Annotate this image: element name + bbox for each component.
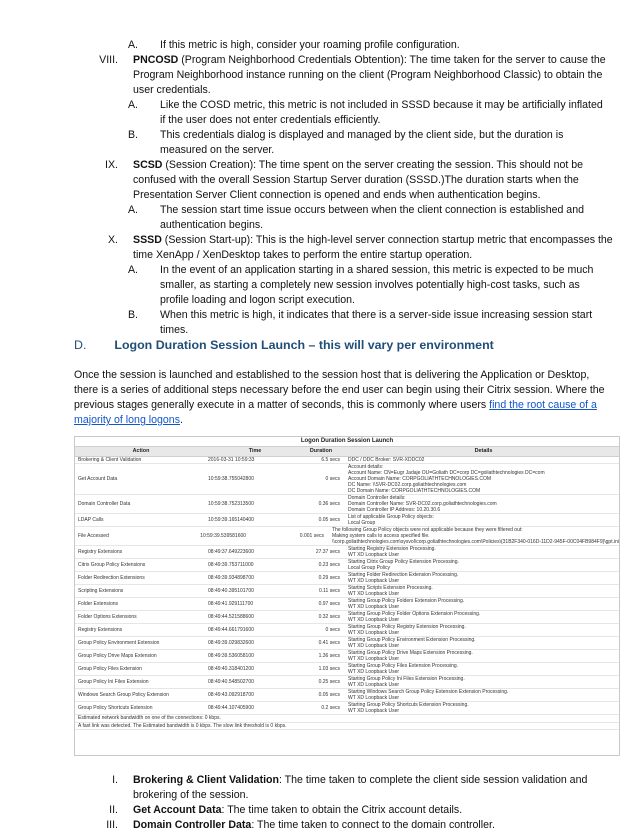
list-number: II. xyxy=(109,804,118,816)
detail-line: \\corp.goliathtechnologies.com\sysvol\corp.goliathtechnologies.com\Policies\{31B2F340-016D-11D2-945F-00C04FB984F9}\gpt.ini xyxy=(331,539,619,545)
cell-duration: 6.5 secs xyxy=(321,457,340,463)
header-duration: Duration xyxy=(309,448,333,454)
list-text: measured on the server. xyxy=(160,144,275,156)
cell-details xyxy=(342,689,619,701)
list-text: user credentials. xyxy=(133,84,211,96)
detail-line: WT XD Loopback User xyxy=(348,630,400,636)
list-text: The session start time issue occurs between when the client connection is established and xyxy=(160,204,584,216)
header-details: Details xyxy=(474,448,493,454)
cell-details xyxy=(342,464,619,494)
table-row xyxy=(75,637,619,650)
cell-action: Group Policy Shortcuts Extension xyxy=(78,705,153,711)
cell-action: Group Policy Ini Files Extension xyxy=(78,679,149,685)
list-number: VIII. xyxy=(99,54,118,66)
section-heading: D. Logon Duration Session Launch – this will vary per environment xyxy=(74,338,494,352)
cell-action: File Accessed xyxy=(78,533,109,539)
cell-duration: 0.36 secs xyxy=(318,501,340,507)
list-letter: A. xyxy=(127,204,138,216)
table-header xyxy=(75,447,619,457)
cell-action: Folder Options Extensions xyxy=(78,614,137,620)
detail-line: Starting Scripts Extension Processing. xyxy=(348,585,433,591)
cell-action: Registry Extensions xyxy=(78,549,123,555)
cell-details xyxy=(342,637,619,649)
cell-action: Registry Extensions xyxy=(78,627,123,633)
cell-duration: 0.05 secs xyxy=(318,517,340,523)
list-text: If this metric is high, consider your roaming profile configuration. xyxy=(160,39,460,51)
paragraph-line: Once the session is launched and established to the session host that is delivering the Application or Desktop, xyxy=(74,369,590,381)
detail-line: WT XD Loopback User xyxy=(348,591,400,597)
cell-time: 10:59:38.755042800 xyxy=(208,476,254,482)
table-row xyxy=(75,611,619,624)
cell-action: Get Account Data xyxy=(78,476,118,482)
cell-details xyxy=(342,650,619,662)
table-row xyxy=(75,702,619,715)
root-cause-link-continued[interactable]: majority of long logons xyxy=(74,414,180,426)
list-number: I. xyxy=(112,774,118,786)
cell-duration: 0.001 secs xyxy=(299,533,324,539)
detail-line: Starting Group Policy Registry Extension Processing. xyxy=(348,624,466,630)
detail-line: Starting Group Policy Folder Options Extension Processing. xyxy=(348,611,481,617)
detail-line: DDC / DDC Broker: SVR-XDDC02 xyxy=(348,457,425,463)
detail-line: Starting Group Policy Shortcuts Extension Processing. xyxy=(348,702,469,708)
list-text: PNCOSD (Program Neighborhood Credentials Obtention): The time taken for the server to cause the xyxy=(133,54,606,66)
paragraph-line: previous stages generally execute in a matter of seconds, this is commonly where users find the root cause of a xyxy=(74,399,597,411)
cell-duration: 0.11 secs xyxy=(318,588,340,594)
detail-line: Starting Folder Redirection Extension Processing. xyxy=(348,572,459,578)
table-row xyxy=(75,676,619,689)
table-row xyxy=(75,585,619,598)
list-text: time XenApp / XenDesktop takes to perform the entire startup operation. xyxy=(133,249,473,261)
bandwidth-note: Estimated network bandwidth on one of the connections: 0 kbps. xyxy=(75,715,619,723)
list-text: SSSD (Session Start-up): This is the high-level server connection startup metric that encompasses the xyxy=(133,234,613,246)
cell-time: 10:59:38.752313500 xyxy=(208,501,254,507)
cell-action: Scripting Extensions xyxy=(78,588,124,594)
cell-details xyxy=(342,676,619,688)
cell-duration: 0.2 secs xyxy=(321,705,340,711)
detail-line: WT XD Loopback User xyxy=(348,604,400,610)
table-row xyxy=(75,495,619,514)
cell-time: 08:49:44.107405900 xyxy=(208,705,254,711)
cell-time: 2016-03-31 10:59:33 xyxy=(208,457,255,463)
table-row xyxy=(75,527,619,546)
list-letter: A. xyxy=(127,39,138,51)
list-letter: B. xyxy=(127,309,138,321)
cell-details xyxy=(342,546,619,558)
detail-line: WT XD Loopback User xyxy=(348,578,400,584)
cell-details xyxy=(342,663,619,675)
detail-line: Starting Group Policy Ini Files Extension Processing. xyxy=(348,676,465,682)
list-text: smaller, as starting a completely new session involves potentially high-cost tasks, such as xyxy=(160,279,580,291)
detail-line: The following Group Policy objects were not applicable because they were filtered out: xyxy=(331,527,523,533)
cell-action: Group Policy Drive Maps Extension xyxy=(78,653,157,659)
detail-line: WT XD Loopback User xyxy=(348,682,400,688)
detail-line: Starting Citrix Group Policy Extension Processing. xyxy=(348,559,459,565)
table-row xyxy=(75,650,619,663)
detail-line: DC Name: \\SVR-DC02.corp.goliathtechnologies.com xyxy=(348,482,467,488)
paragraph-line: majority of long logons. xyxy=(74,414,183,426)
cell-details xyxy=(342,457,619,463)
list-text: brokering of the session. xyxy=(133,789,249,801)
cell-duration: 0.05 secs xyxy=(318,692,340,698)
table-row xyxy=(75,598,619,611)
cell-duration: 27.37 secs xyxy=(315,549,340,555)
cell-details xyxy=(342,585,619,597)
cell-action: Brokering & Client Validation xyxy=(78,457,142,463)
cell-duration: 0.25 secs xyxy=(318,679,340,685)
logon-duration-screenshot xyxy=(74,436,620,756)
list-text: Domain Controller Data: The time taken to connect to the domain controller. xyxy=(133,819,495,831)
detail-line: WT XD Loopback User xyxy=(348,695,400,701)
screenshot-title: Logon Duration Session Launch xyxy=(75,437,619,447)
detail-line: Starting Group Policy Drive Maps Extension Processing. xyxy=(348,650,473,656)
detail-line: List of applicable Group Policy objects: xyxy=(348,514,434,520)
detail-line: Starting Windows Search Group Policy Extension Extension Processing. xyxy=(348,689,509,695)
cell-action: Citrix Group Policy Extensions xyxy=(78,562,146,568)
detail-line: Account Domain Name: CORPGOLIATHTECHNOLOGIES.COM xyxy=(348,476,491,482)
cell-action: Windows Search Group Policy Extension xyxy=(78,692,169,698)
cell-details xyxy=(342,514,619,526)
cell-time: 08:49:39.934898700 xyxy=(208,575,254,581)
detail-line: Starting Group Policy Folders Extension Processing. xyxy=(348,598,465,604)
list-text: SCSD (Session Creation): The time spent on the server creating the session. This should not be xyxy=(133,159,584,171)
cell-action: Domain Controller Data xyxy=(78,501,131,507)
header-action: Action xyxy=(132,448,150,454)
cell-duration: 0.41 secs xyxy=(318,640,340,646)
list-text: Brokering & Client Validation: The time taken to complete the client side session validation and xyxy=(133,774,588,786)
detail-line: WT XD Loopback User xyxy=(348,708,400,714)
list-text: Presentation Server Client connection is opened and ends when authentication begins. xyxy=(133,189,541,201)
list-text: Like the COSD metric, this metric is not included in SSSD because it may be artificially inflated xyxy=(160,99,603,111)
cell-time: 08:49:40.395101700 xyxy=(208,588,254,594)
cell-duration: 0 secs xyxy=(325,476,340,482)
header-time: Time xyxy=(248,448,262,454)
cell-details xyxy=(342,611,619,623)
list-number: X. xyxy=(107,234,118,246)
table-row xyxy=(75,624,619,637)
cell-details xyxy=(342,559,619,571)
detail-line: Domain Controller details: xyxy=(348,495,406,501)
detail-line: WT XD Loopback User xyxy=(348,643,400,649)
detail-line: DC Domain Name: CORPGOLIATHTECHNOLOGIES.COM xyxy=(348,488,481,494)
detail-line: Starting Registry Extension Processing. xyxy=(348,546,436,552)
cell-action: LDAP Calls xyxy=(78,517,104,523)
list-text: if the user does not enter credentials efficiently. xyxy=(160,114,381,126)
cell-time: 10:59:39.539581600 xyxy=(200,533,247,539)
fast-link-note: A fast link was detected. The Estimated bandwidth is 0 kbps. The slow link threshold is 0 kbps. xyxy=(75,723,619,731)
cell-details xyxy=(326,527,619,545)
cell-duration: 1.36 secs xyxy=(318,653,340,659)
cell-details xyxy=(342,495,619,513)
list-text: Program Neighborhood instance running on the client (Program Neighborhood Classic) to obtain the xyxy=(133,69,603,81)
detail-line: Making system calls to access specified file. xyxy=(331,533,430,539)
cell-action: Folder Extensions xyxy=(78,601,119,607)
list-text: This credentials dialog is displayed and managed by the client side, but the duration is xyxy=(160,129,564,141)
table-body xyxy=(75,457,619,715)
detail-line: WT XD Loopback User xyxy=(348,669,400,675)
table-row xyxy=(75,464,619,495)
paragraph-line: there is a series of additional steps necessary before the end user can begin using their Citrix session. Where the xyxy=(74,384,605,396)
table-row xyxy=(75,663,619,676)
detail-line: Starting Group Policy Files Extension Processing. xyxy=(348,663,459,669)
list-text: confused with the overall Session Startup Server duration (SSSD.)The duration starts when the xyxy=(133,174,579,186)
detail-line: Domain Controller Name: SVR-DC02.corp.goliathtechnologies.com xyxy=(348,501,497,507)
table-row xyxy=(75,546,619,559)
cell-action: Group Policy Files Extension xyxy=(78,666,142,672)
detail-line: Account Name: CN=Eugr Jadaje OU=Goliath DC=corp DC=goliathtechnologies DC=com xyxy=(348,470,545,476)
list-letter: A. xyxy=(127,264,138,276)
list-text: times. xyxy=(160,324,189,336)
cell-details xyxy=(342,702,619,714)
table-row xyxy=(75,559,619,572)
detail-line: WT XD Loopback User xyxy=(348,552,400,558)
cell-action: Group Policy Environment Extension xyxy=(78,640,160,646)
cell-details xyxy=(342,572,619,584)
detail-line: WT XD Loopback User xyxy=(348,656,400,662)
detail-line: WT XD Loopback User xyxy=(348,617,400,623)
table-row xyxy=(75,457,619,464)
cell-time: 10:59:39.165140400 xyxy=(208,517,254,523)
detail-line: Starting Group Policy Environment Extension Processing. xyxy=(348,637,476,643)
cell-time: 08:49:39.753711000 xyxy=(208,562,254,568)
list-letter: A. xyxy=(127,99,138,111)
table-row xyxy=(75,689,619,702)
list-letter: B. xyxy=(127,129,138,141)
detail-line: Domain Controller IP Address: 10.20.30.6 xyxy=(348,507,441,513)
cell-duration: 0.32 secs xyxy=(318,614,340,620)
root-cause-link[interactable]: find the root cause of a xyxy=(489,399,597,411)
cell-duration: 1.03 secs xyxy=(318,666,340,672)
cell-duration: 0.97 secs xyxy=(318,601,340,607)
table-row xyxy=(75,514,619,527)
list-number: IX. xyxy=(105,159,118,171)
list-number: III. xyxy=(106,819,118,831)
cell-time: 08:49:40.548502700 xyxy=(208,679,254,685)
cell-details xyxy=(342,598,619,610)
detail-line: Local Group xyxy=(348,520,376,526)
list-text: authentication begins. xyxy=(160,219,264,231)
cell-time: 08:49:39.029832600 xyxy=(208,640,254,646)
detail-line: Account details: xyxy=(348,464,384,470)
table-row xyxy=(75,572,619,585)
list-text: In the event of an application starting in a shared session, this metric is expected to be much xyxy=(160,264,594,276)
cell-duration: 0.29 secs xyxy=(318,575,340,581)
list-text: profile loading and logon script execution. xyxy=(160,294,355,306)
cell-action: Folder Redirection Extensions xyxy=(78,575,145,581)
cell-time: 08:49:41.929111700 xyxy=(208,601,254,607)
cell-duration: 0 secs xyxy=(325,627,340,633)
cell-details xyxy=(342,624,619,636)
cell-duration: 0.23 secs xyxy=(318,562,340,568)
cell-time: 08:49:37.649223600 xyxy=(208,549,254,555)
cell-time: 08:49:40.318401200 xyxy=(208,666,254,672)
cell-time: 08:49:44.661791600 xyxy=(208,627,254,633)
cell-time: 08:49:39.536058100 xyxy=(208,653,254,659)
cell-time: 08:49:44.521588600 xyxy=(208,614,254,620)
list-text: When this metric is high, it indicates that there is a server-side issue increasing session start xyxy=(160,309,593,321)
cell-time: 08:49:43.092918700 xyxy=(208,692,254,698)
detail-line: Local Group Policy xyxy=(348,565,390,571)
list-text: Get Account Data: The time taken to obtain the Citrix account details. xyxy=(133,804,463,816)
